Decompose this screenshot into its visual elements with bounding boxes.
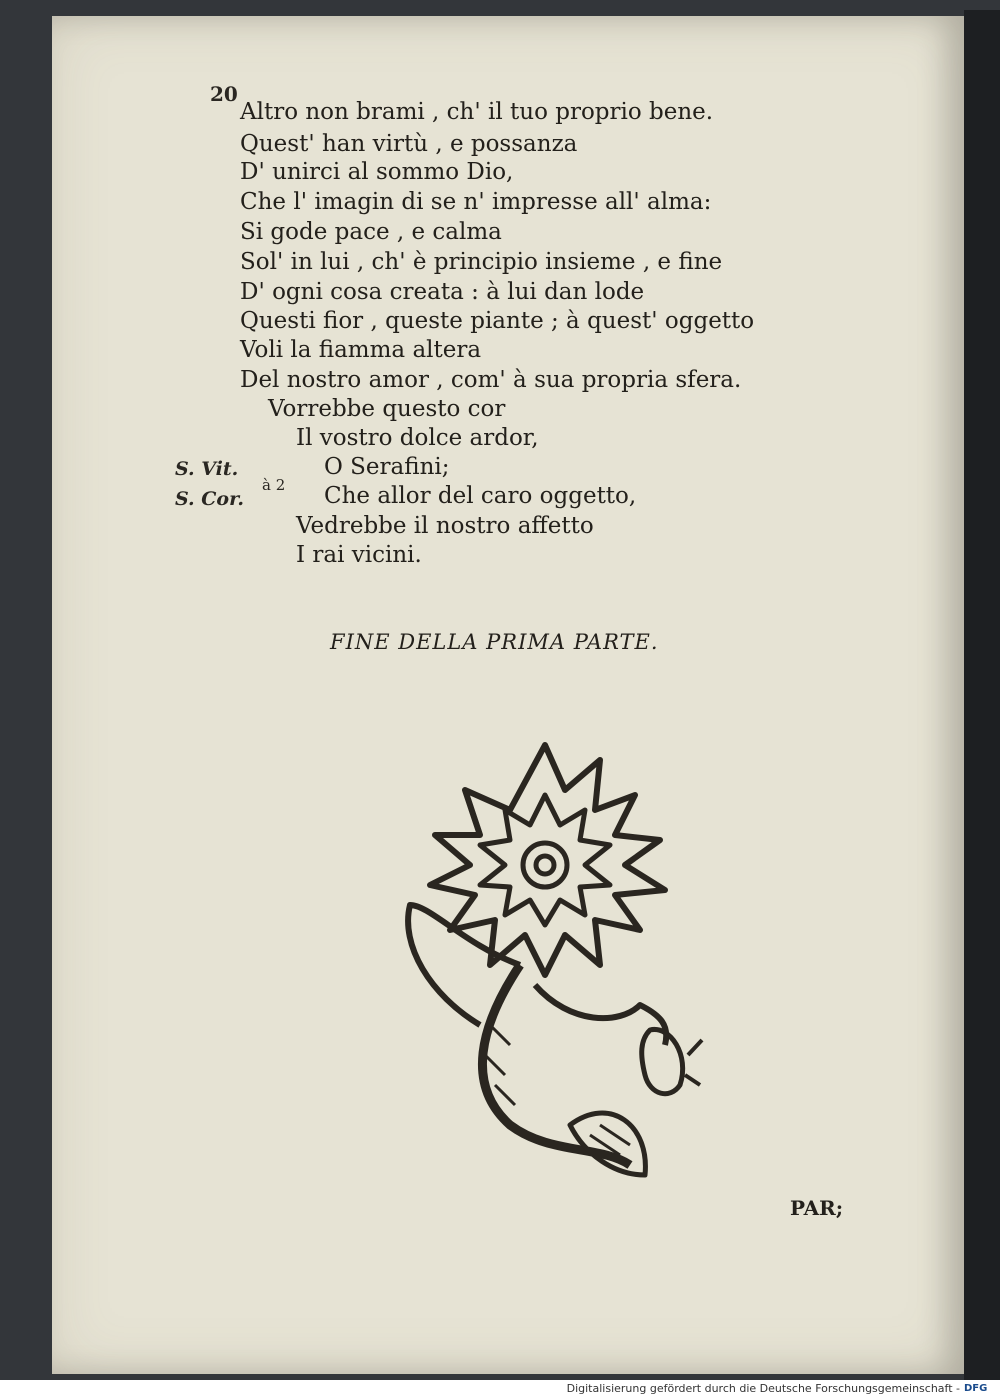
verse-line: I rai vicini. [296, 542, 422, 568]
verse-line: Si gode pace , e calma [240, 219, 502, 245]
footer-bar [0, 1380, 1000, 1400]
verse-line: O Serafini; [324, 454, 450, 480]
verse-line: Del nostro amor , com' à sua propria sfera. [240, 367, 742, 393]
verse-line: Che l' imagin di se n' impresse all' alma: [240, 189, 712, 215]
facing-page-edge [964, 10, 1000, 1380]
dfg-logo-icon: DFG [964, 1383, 988, 1394]
page-number: 20 [210, 82, 238, 106]
section-end-title: FINE DELLA PRIMA PARTE. [330, 630, 659, 654]
verse-line: Questi fior , queste piante ; à quest' oggetto [240, 308, 755, 334]
verse-line: Altro non brami , ch' il tuo proprio bene. [240, 99, 714, 125]
speaker-label: S. Vit. [175, 458, 239, 480]
verse-line: D' ogni cosa creata : à lui dan lode [240, 279, 645, 305]
verse-line: Vedrebbe il nostro affetto [296, 513, 594, 539]
duet-marker: à 2 [262, 476, 286, 494]
verse-line: Il vostro dolce ardor, [296, 425, 539, 451]
verse-line: Quest' han virtù , e possanza [240, 131, 578, 157]
verse-line: Sol' in lui , ch' è principio insieme , e fine [240, 249, 723, 275]
flower-woodcut-ornament-icon [370, 725, 710, 1195]
verse-line: D' unirci al sommo Dio, [240, 159, 514, 185]
verse-line: Che allor del caro oggetto, [324, 483, 637, 509]
speaker-label: S. Cor. [175, 488, 244, 510]
footer-credit: Digitalisierung gefördert durch die Deutsche Forschungsgemeinschaft - [566, 1382, 960, 1395]
verse-line: Voli la fiamma altera [240, 337, 482, 363]
catchword: PAR; [790, 1196, 844, 1220]
verse-line: Vorrebbe questo cor [268, 396, 506, 422]
